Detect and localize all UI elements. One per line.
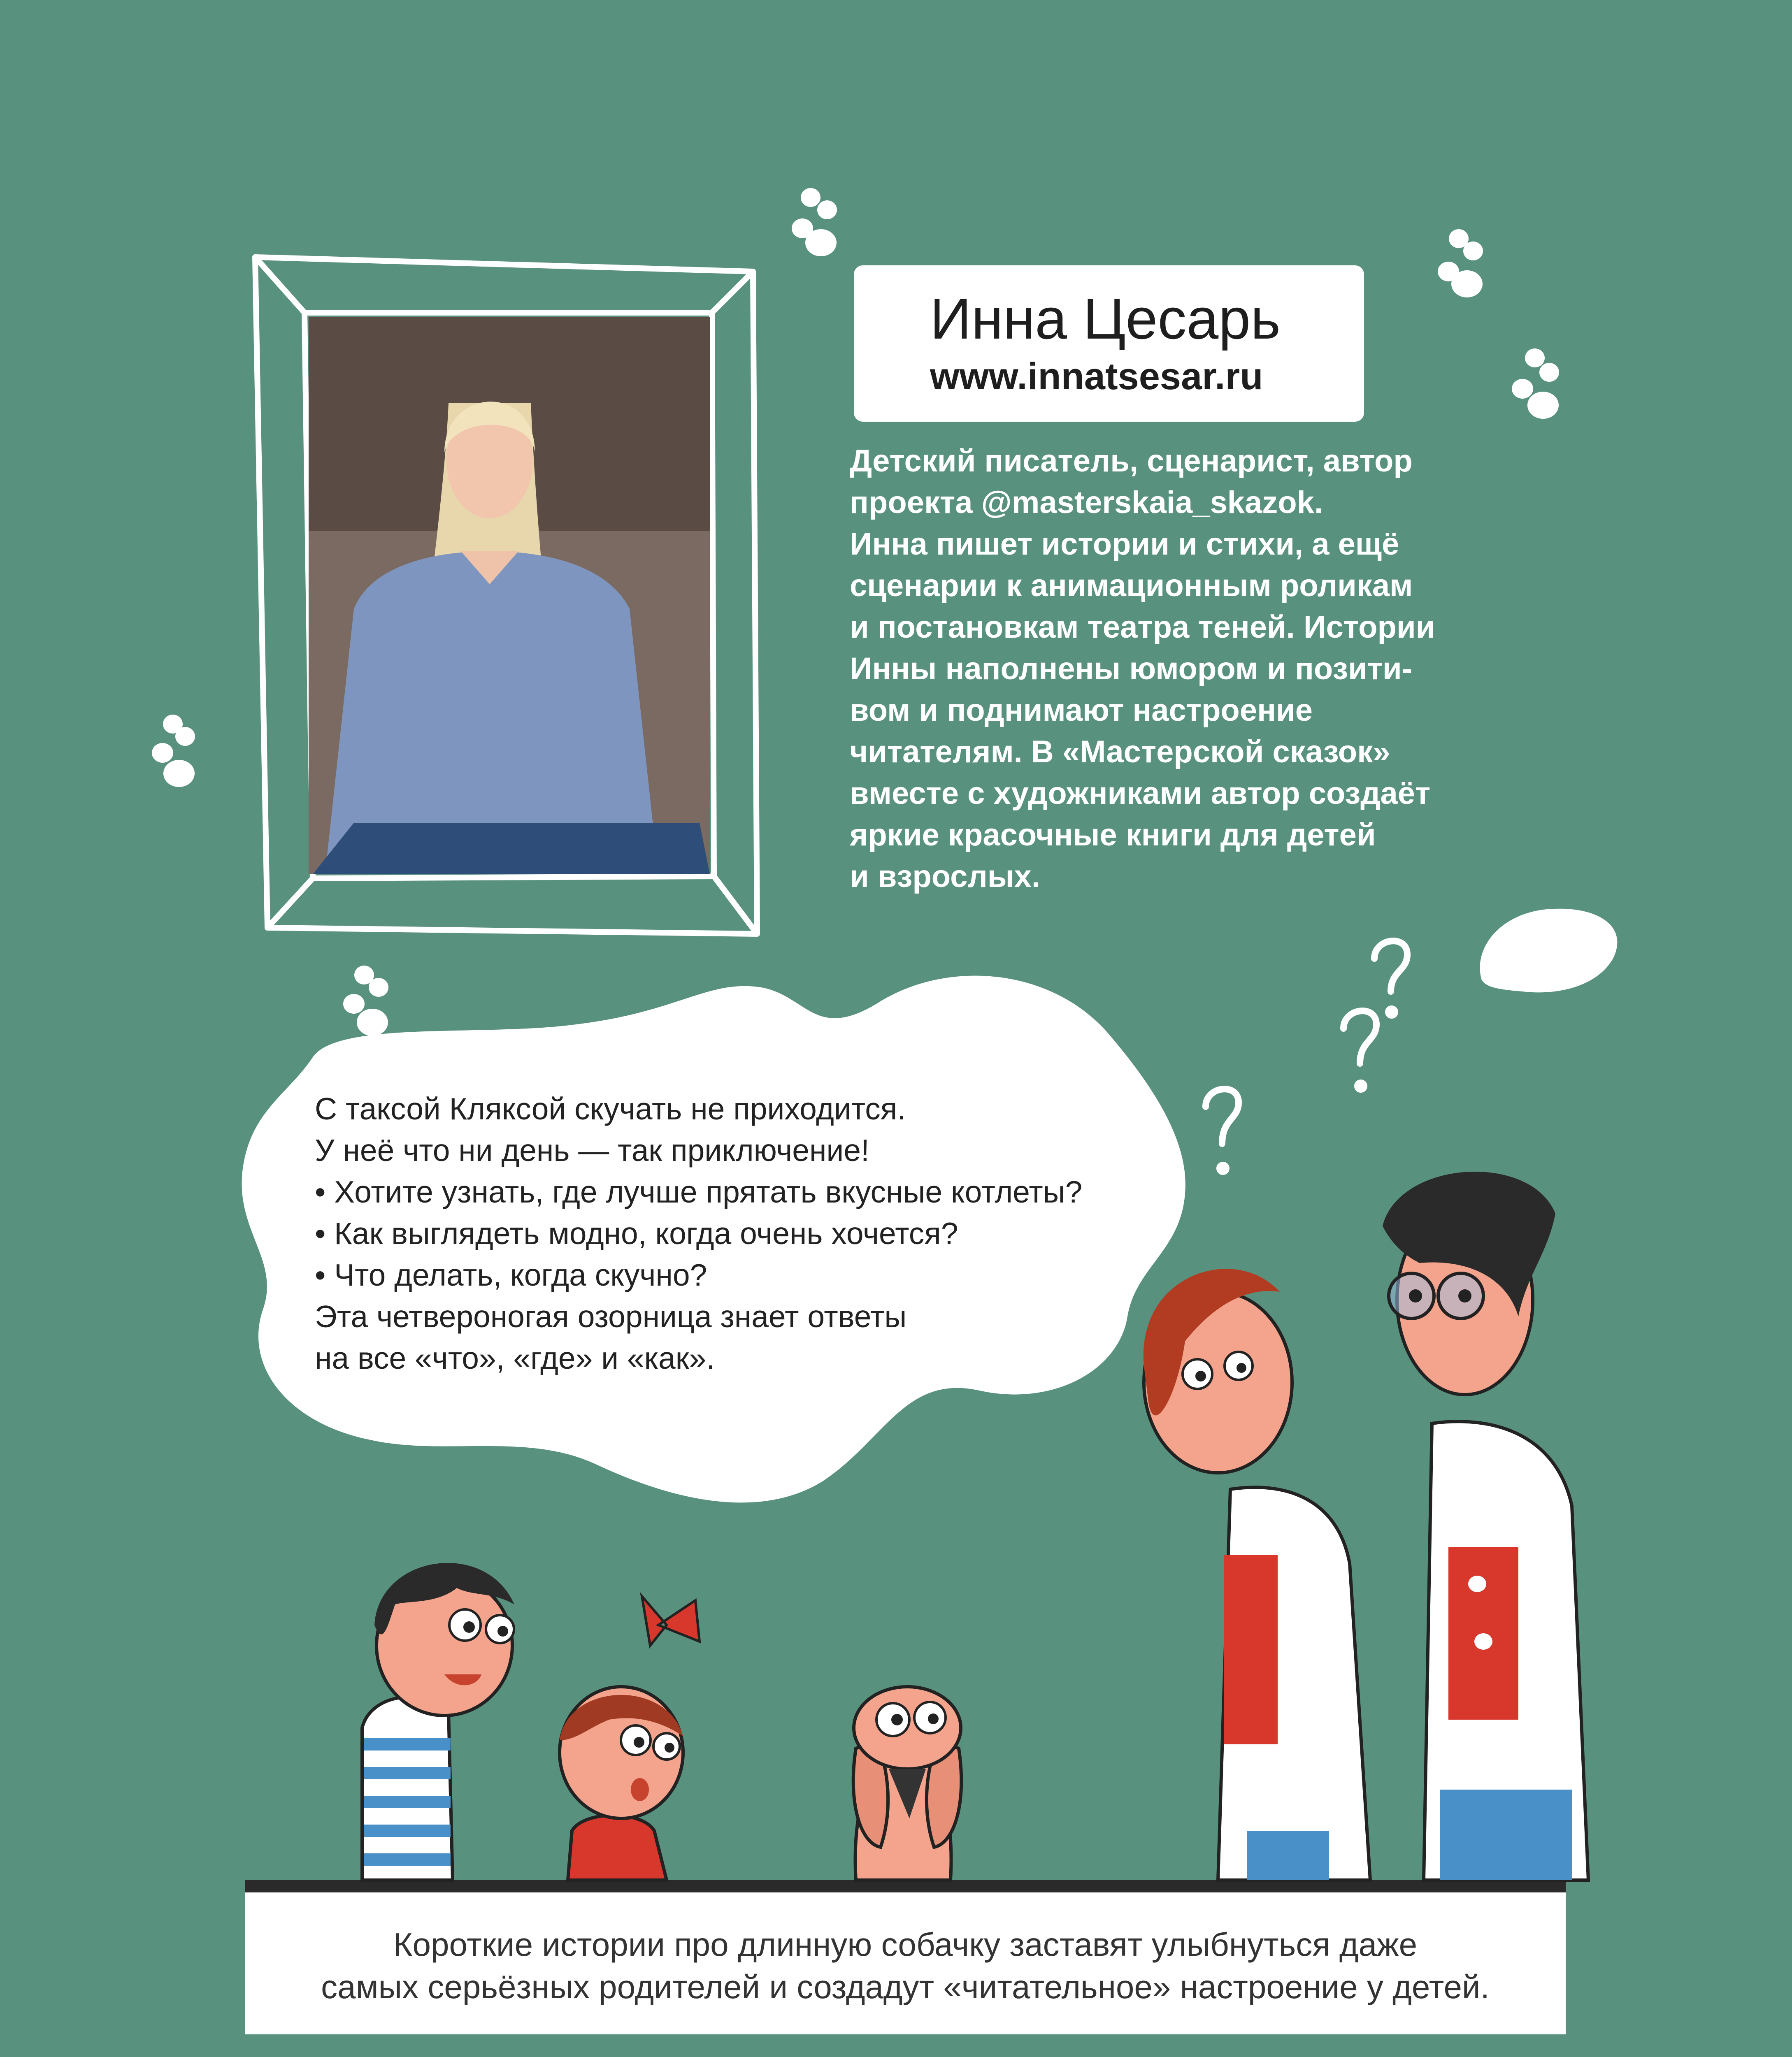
paw-print-icon: [152, 715, 195, 787]
tagline-band: [245, 1892, 1566, 2034]
blurb-line: У неё что ни день — так приключение!: [315, 1133, 869, 1168]
question-mark-icon: [1374, 941, 1407, 1015]
paw-print-icon: [792, 188, 837, 256]
bio-line: Детский писатель, сценарист, автор: [850, 443, 1413, 478]
bio-line: сценарии к анимационным роликам: [850, 568, 1413, 603]
blurb-line: С таксой Кляксой скучать не приходится.: [315, 1091, 906, 1126]
author-name: Инна Цесарь: [930, 286, 1281, 351]
question-mark-icon: [1343, 1011, 1376, 1089]
dachshund-character: [853, 1687, 962, 1880]
author-bio: [850, 440, 1492, 897]
question-mark-icon: [1206, 1089, 1239, 1172]
bio-line: Инна пишет истории и стихи, а ещё: [850, 527, 1399, 562]
man-character: [1383, 1172, 1588, 1880]
bio-line: и взрослых.: [850, 859, 1041, 894]
blurb-line: • Хотите узнать, где лучше прятать вкусные котлеты?: [315, 1175, 1083, 1209]
tagline-line: Короткие истории про длинную собачку заставят улыбнуться даже: [393, 1926, 1418, 1963]
blurb-line: • Как выглядеть модно, когда очень хочется?: [315, 1216, 958, 1251]
paw-print-icon: [1438, 229, 1483, 297]
book-blurb: [315, 1088, 1179, 1379]
bio-line: яркие красочные книги для детей: [850, 817, 1376, 852]
blurb-line: на все «что», «где» и «как».: [315, 1341, 715, 1375]
girl-character: [560, 1596, 700, 1880]
bio-line: вместе с художниками автор создаёт: [850, 776, 1431, 811]
bio-line: читателям. В «Мастерской сказок»: [850, 734, 1390, 769]
bio-line: и постановкам театра теней. Истории: [850, 610, 1435, 645]
small-cloud: [1480, 909, 1618, 993]
paw-print-icon: [343, 966, 388, 1036]
blurb-line: Эта четвероногая озорница знает ответы: [315, 1299, 907, 1334]
tagline: [245, 1923, 1566, 2008]
author-name-card: [854, 265, 1364, 422]
boy-character: [362, 1563, 514, 1880]
paw-print-icon: [1512, 348, 1559, 419]
author-photo: [309, 317, 710, 874]
bio-line: Инны наполнены юмором и позити-: [850, 651, 1413, 686]
bio-line: проекта @masterskaia_skazok.: [850, 485, 1323, 520]
floor-line: [245, 1880, 1566, 1892]
blurb-line: • Что делать, когда скучно?: [315, 1258, 707, 1292]
bio-line: вом и поднимают настроение: [850, 693, 1313, 728]
author-website[interactable]: www.innatsesar.ru: [930, 355, 1263, 397]
tagline-line: самых серьёзных родителей и создадут «читательное» настроение у детей.: [321, 1969, 1490, 2005]
